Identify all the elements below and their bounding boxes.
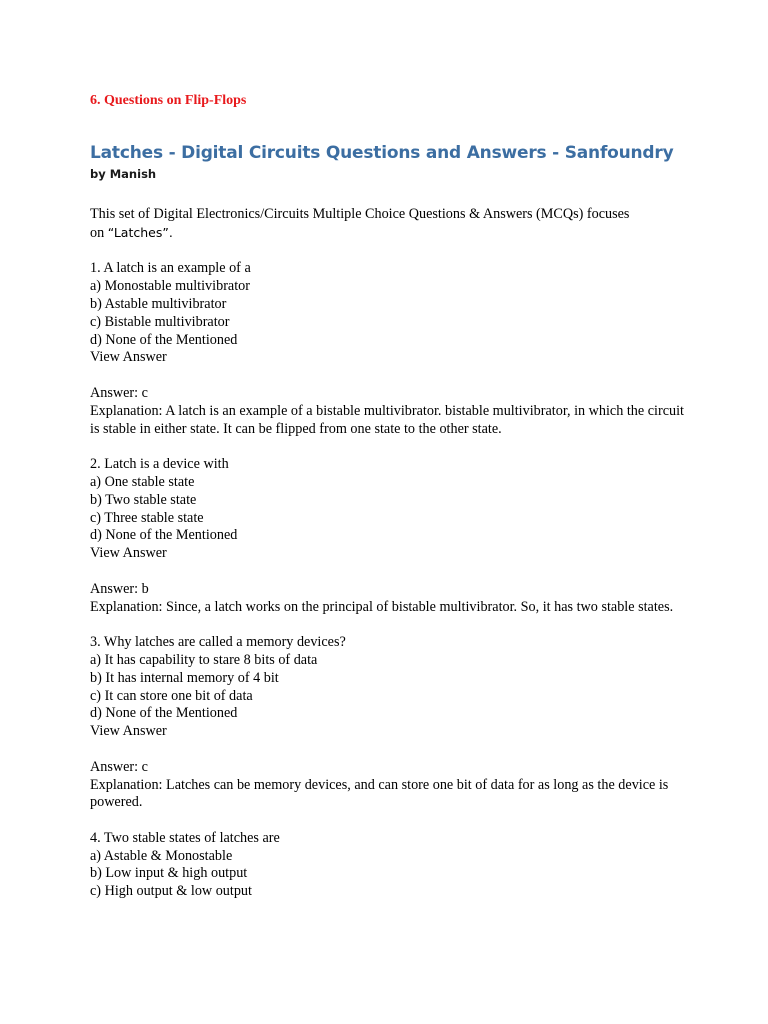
option-c: c) Three stable state	[90, 509, 204, 526]
option-b: b) It has internal memory of 4 bit	[90, 669, 279, 686]
intro-on: on	[90, 224, 108, 241]
answer-block	[90, 759, 690, 812]
section-heading: 6. Questions on Flip-Flops	[90, 93, 247, 108]
article-intro	[90, 206, 690, 243]
document-content	[90, 92, 690, 901]
answer-block	[90, 581, 690, 617]
intro-topic-line	[90, 224, 690, 243]
question-block	[90, 634, 690, 741]
explanation-text: Explanation: A latch is an example of a bistable multivibrator. bistable multivibrator, in which the circuit is stable in either state. It can be flipped from one state to the other state.	[90, 402, 684, 437]
option-a: a) It has capability to stare 8 bits of data	[90, 651, 318, 668]
intro-text: This set of Digital Electronics/Circuits Multiple Choice Questions & Answers (MCQs) focuses	[90, 206, 630, 222]
view-answer-link[interactable]: View Answer	[90, 349, 167, 366]
question-text: 3. Why latches are called a memory devices?	[90, 634, 346, 651]
question-text: 4. Two stable states of latches are	[90, 829, 280, 846]
answer-text: Answer: b	[90, 580, 149, 597]
article-title: Latches - Digital Circuits Questions and Answers - Sanfoundry	[90, 143, 674, 163]
question-block	[90, 830, 690, 901]
option-a: a) Monostable multivibrator	[90, 278, 250, 295]
intro-topic: “Latches”.	[107, 224, 173, 240]
view-answer-link[interactable]: View Answer	[90, 723, 167, 740]
option-d: d) None of the Mentioned	[90, 331, 238, 348]
question-text: 2. Latch is a device with	[90, 456, 229, 473]
option-b: b) Low input & high output	[90, 865, 248, 882]
option-d: d) None of the Mentioned	[90, 527, 238, 544]
option-c: c) Bistable multivibrator	[90, 313, 230, 330]
explanation-text: Explanation: Latches can be memory devices, and can store one bit of data for as long as the device is powered.	[90, 776, 669, 811]
question-block	[90, 260, 690, 367]
option-b: b) Two stable state	[90, 491, 197, 508]
answer-block	[90, 385, 690, 438]
option-a: a) Astable & Monostable	[90, 847, 233, 864]
question-block	[90, 456, 690, 563]
option-c: c) It can store one bit of data	[90, 687, 253, 704]
option-c: c) High output & low output	[90, 883, 252, 900]
explanation-text: Explanation: Since, a latch works on the principal of bistable multivibrator. So, it has two stable states.	[90, 598, 674, 615]
answer-text: Answer: c	[90, 384, 148, 401]
question-text: 1. A latch is an example of a	[90, 260, 251, 277]
option-a: a) One stable state	[90, 473, 195, 490]
option-d: d) None of the Mentioned	[90, 705, 238, 722]
view-answer-link[interactable]: View Answer	[90, 545, 167, 562]
article-byline: by Manish	[90, 167, 157, 181]
option-b: b) Astable multivibrator	[90, 295, 227, 312]
answer-text: Answer: c	[90, 758, 148, 775]
